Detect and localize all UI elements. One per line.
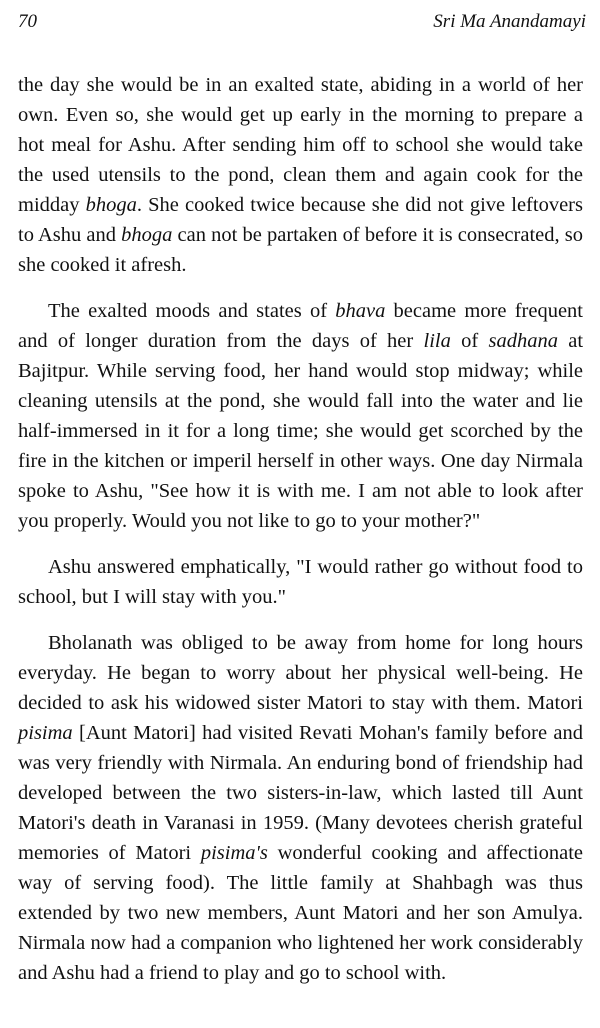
text-span: Bholanath was obliged to be away from home for long hours everyday. He began to worry about her physical well-being. He decided to ask his widowed sister Matori to stay with them. Matori <box>18 632 583 714</box>
italic-term-sadhana: sadhana <box>488 330 558 352</box>
text-span: can not be partaken of before it is consecrated, so she cooked it afresh. <box>18 224 583 276</box>
italic-term-pisimas: pisima's <box>200 842 268 864</box>
italic-term-bhoga: bhoga <box>85 194 137 216</box>
text-span: . She cooked twice because she did not give leftovers to Ashu and <box>18 194 583 246</box>
text-span: became more frequent and of longer duration from the days of her <box>18 300 583 352</box>
body-text <box>18 70 583 988</box>
italic-term-bhava: bhava <box>335 300 386 322</box>
text-span: [Aunt Matori] had visited Revati Mohan's family before and was very friendly with Nirmala. An enduring bond of friendship had developed between the two sisters-in-law, which lasted till Aunt Matori's death in Varanasi in 1959. (Many devotees cherish grateful memories of Matori <box>18 722 583 864</box>
italic-term-pisima: pisima <box>18 722 73 744</box>
paragraph-1 <box>18 70 583 280</box>
italic-term-bhoga: bhoga <box>121 224 173 246</box>
text-span: of <box>450 330 489 352</box>
page-header <box>18 8 586 36</box>
text-span: wonderful cooking and affectionate way of serving food). The little family at Shahbagh was thus extended by two new members, Aunt Matori and her son Amulya. Nirmala now had a companion who lightened her work considerably and Ashu had a friend to play and go to school with. <box>18 842 583 984</box>
text-span: Ashu answered emphatically, "I would rather go without food to school, but I will stay with you." <box>18 556 583 608</box>
text-span: at Bajitpur. While serving food, her hand would stop midway; while cleaning utensils at the pond, she would fall into the water and lie half-immersed in it for a long time; she would get scorched by the fire in the kitchen or imperil herself in other ways. One day Nirmala spoke to Ashu, "See how it is with me. I am not able to look after you properly. Would you not like to go to your mother?" <box>18 330 584 532</box>
running-title: Sri Ma Anandamayi <box>433 11 586 32</box>
paragraph-2 <box>18 296 583 536</box>
paragraph-4 <box>18 628 583 988</box>
text-span: the day she would be in an exalted state, abiding in a world of her own. Even so, she would get up early in the morning to prepare a hot meal for Ashu. After sending him off to school she would take the used utensils to the pond, clean them and again cook for the midday <box>18 74 583 216</box>
page-number: 70 <box>18 11 37 32</box>
text-span: The exalted moods and states of <box>48 300 336 322</box>
paragraph-3 <box>18 552 583 612</box>
italic-term-lila: lila <box>423 330 451 352</box>
